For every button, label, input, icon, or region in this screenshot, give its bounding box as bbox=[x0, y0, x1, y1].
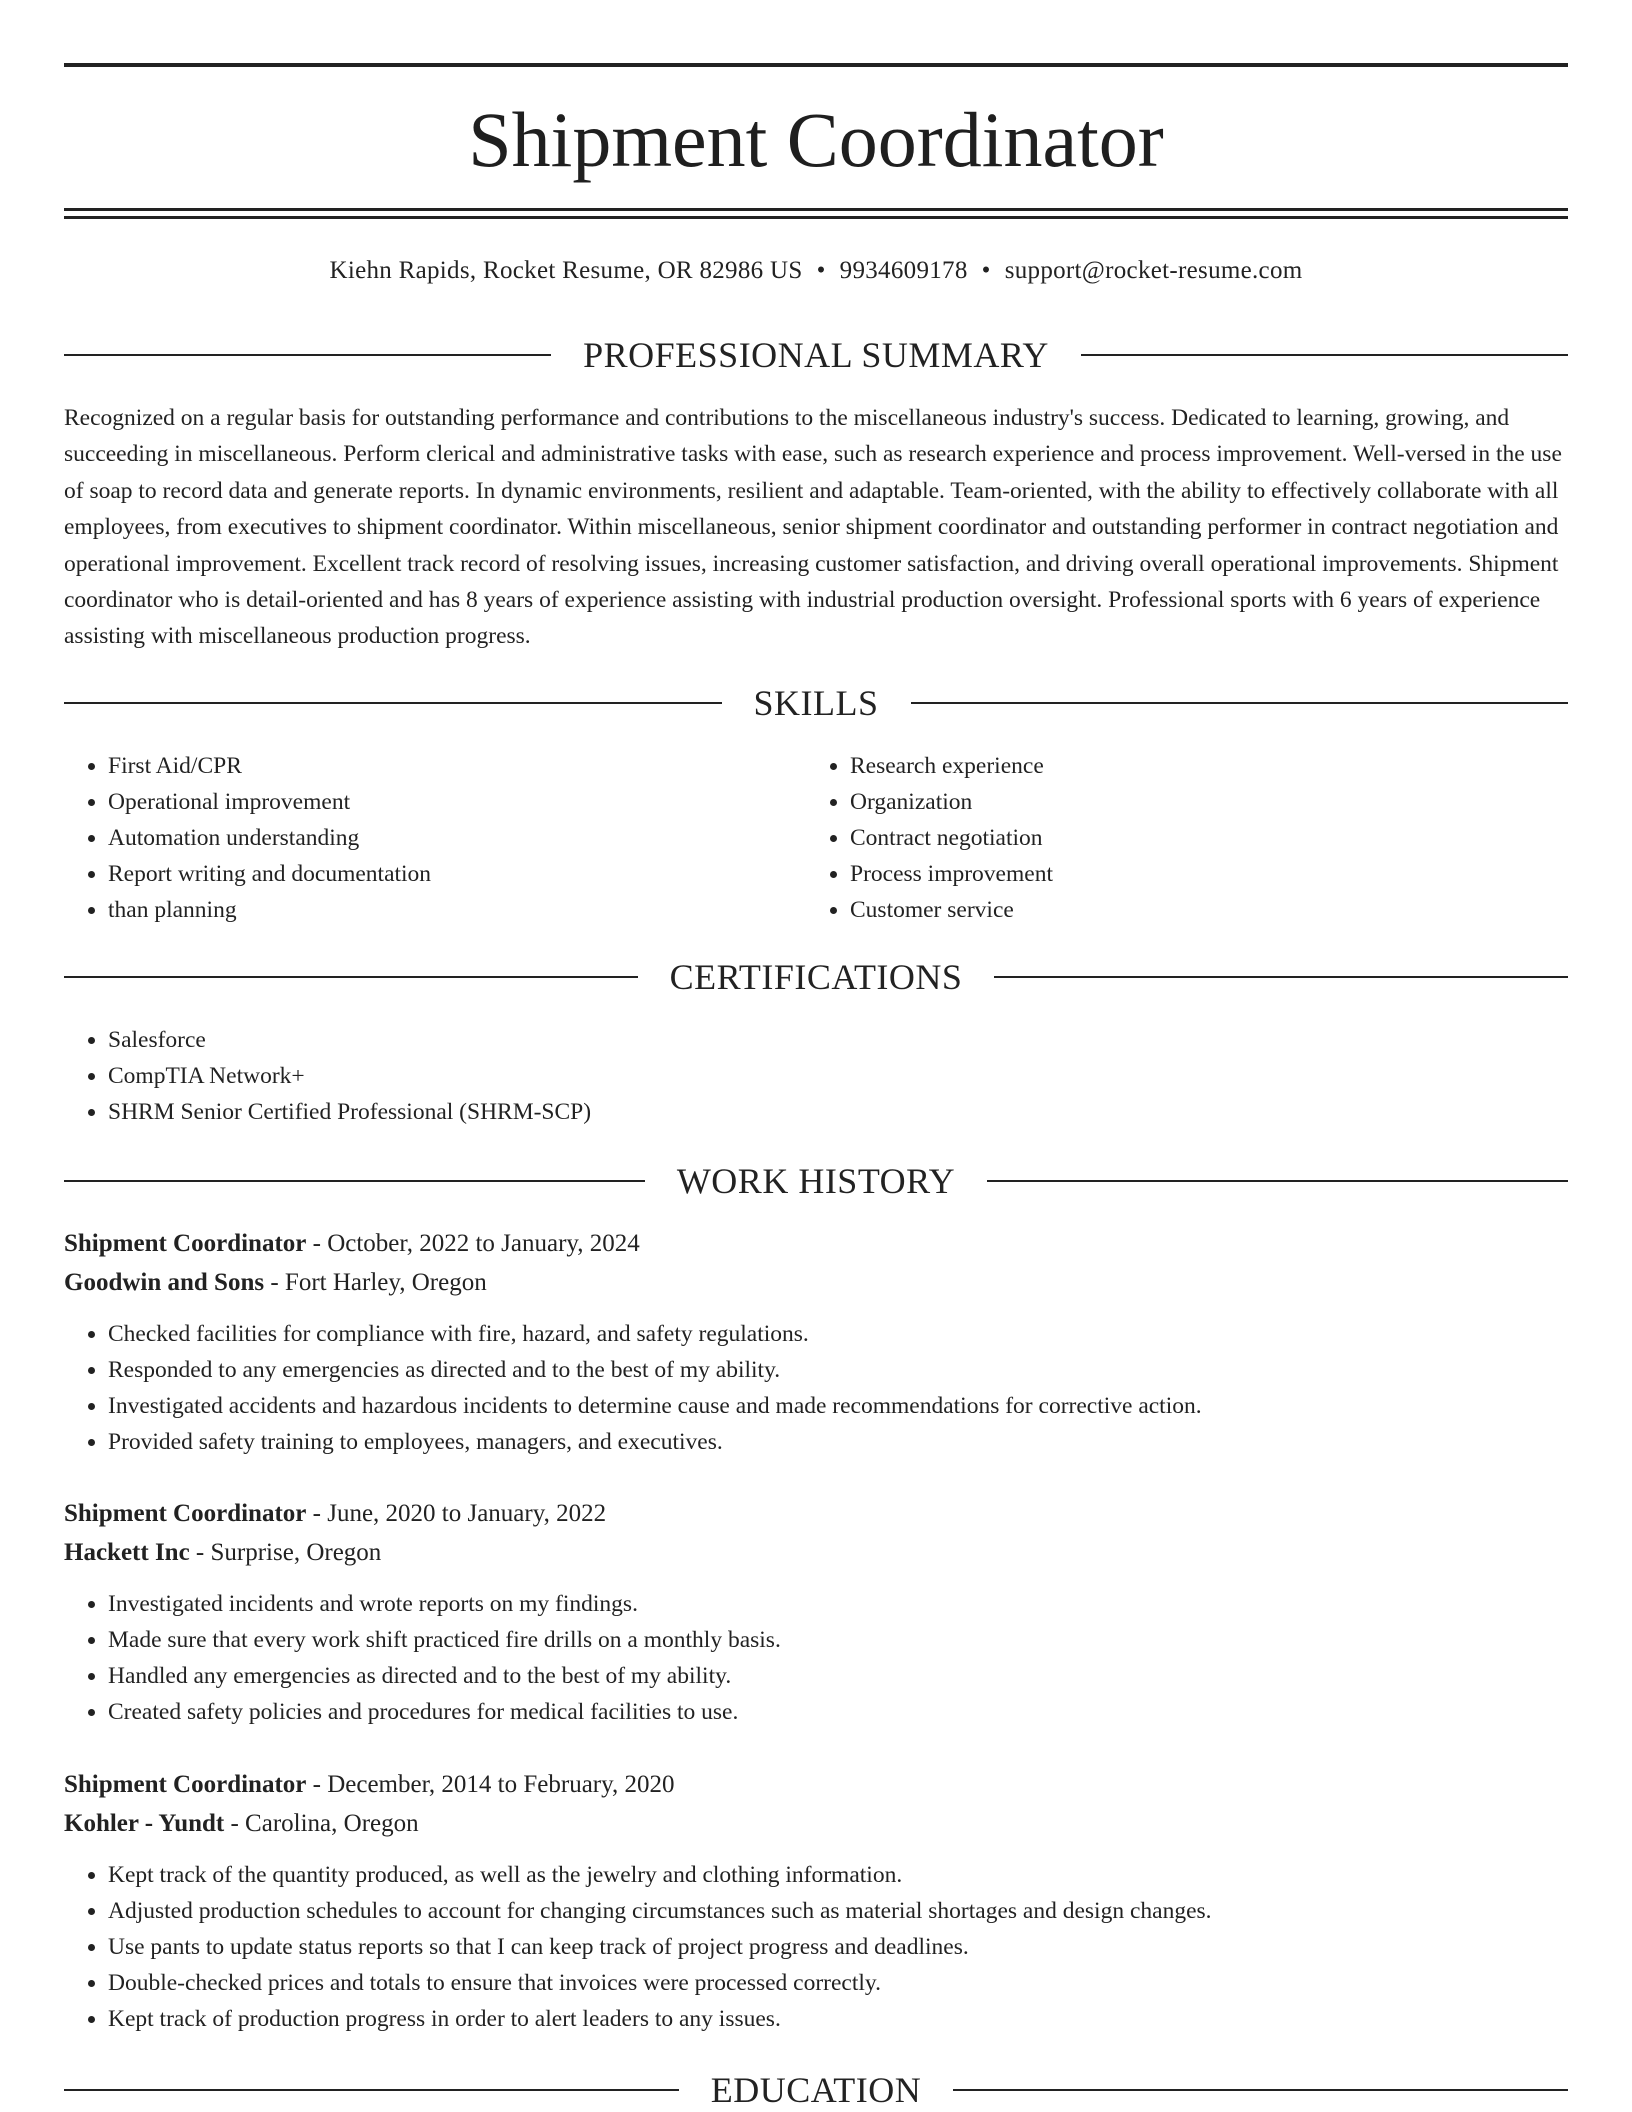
job-duty: • Created safety policies and procedures for medical facilities to use. bbox=[108, 1694, 1568, 1730]
heading-rule bbox=[64, 702, 722, 704]
skill-item: • Organization bbox=[850, 784, 1548, 820]
section-heading-skills bbox=[64, 681, 1568, 725]
job-duties bbox=[64, 1857, 1568, 2037]
skill-item: • Research experience bbox=[850, 748, 1548, 784]
heading-rule bbox=[953, 2089, 1568, 2091]
skill-item: • Contract negotiation bbox=[850, 820, 1548, 856]
section-title-summary: PROFESSIONAL SUMMARY bbox=[583, 335, 1049, 375]
heading-rule bbox=[64, 2089, 679, 2091]
skill-item: • Process improvement bbox=[850, 856, 1548, 892]
heading-rule bbox=[987, 1180, 1568, 1182]
job-company: Hackett Inc bbox=[64, 1539, 190, 1566]
section-title-skills: SKILLS bbox=[753, 683, 879, 723]
section-heading-summary bbox=[64, 333, 1568, 377]
skill-item: • than planning bbox=[108, 892, 806, 928]
skill-item: • Customer service bbox=[850, 892, 1548, 928]
skills-column-right bbox=[806, 748, 1548, 928]
job-location: - Fort Harley, Oregon bbox=[264, 1269, 487, 1296]
heading-rule bbox=[911, 702, 1569, 704]
certification-item: • SHRM Senior Certified Professional (SHRM-SCP) bbox=[108, 1094, 1568, 1130]
job-company: Kohler - Yundt bbox=[64, 1810, 225, 1837]
skill-item: • Operational improvement bbox=[108, 784, 806, 820]
title-rule-upper bbox=[64, 208, 1568, 211]
job-company: Goodwin and Sons bbox=[64, 1269, 265, 1296]
contact-address: Kiehn Rapids, Rocket Resume, OR 82986 US bbox=[329, 257, 803, 284]
certification-item: • Salesforce bbox=[108, 1022, 1568, 1058]
job-company-line bbox=[64, 1535, 1568, 1571]
job-title-line bbox=[64, 1496, 1568, 1532]
skills-column-left bbox=[64, 748, 806, 928]
contact-email: support@rocket-resume.com bbox=[1004, 257, 1303, 284]
skill-item: • First Aid/CPR bbox=[108, 748, 806, 784]
contact-separator: • bbox=[981, 257, 991, 284]
job-company-line bbox=[64, 1265, 1568, 1301]
job-duty: • Handled any emergencies as directed and to the best of my ability. bbox=[108, 1658, 1568, 1694]
contact-phone: 9934609178 bbox=[839, 257, 968, 284]
top-rule bbox=[64, 63, 1568, 67]
contact-separator: • bbox=[816, 257, 826, 284]
skills-list bbox=[64, 748, 1568, 928]
job-entry bbox=[64, 1226, 1568, 1460]
job-entry bbox=[64, 1767, 1568, 2037]
section-title-work-history: WORK HISTORY bbox=[676, 1161, 956, 1201]
summary-text: Recognized on a regular basis for outstanding performance and contributions to the miscellaneous industry's success. Dedicated to learning, growing, and succeeding in miscellaneous. Perform clerical and administrative tasks with ease, such as research experience and process improvement. Well-versed in the use of soap to record data and generate reports. In dynamic environments, resilient and adaptable. Team-oriented, with the ability to effectively collaborate with all employees, from executives to shipment coordinator. Within miscellaneous, senior shipment coordinator and outstanding performer in contract negotiation and operational improvement. Excellent track record of resolving issues, increasing customer satisfaction, and driving overall operational improvements. Shipment coordinator who is detail-oriented and has 8 years of experience assisting with industrial production oversight. Professional sports with 6 years of experience assisting with miscellaneous production progress. bbox=[64, 405, 1562, 650]
job-duty: • Provided safety training to employees, managers, and executives. bbox=[108, 1424, 1568, 1460]
job-duty: • Kept track of the quantity produced, as well as the jewelry and clothing information. bbox=[108, 1857, 1568, 1893]
resume-title: Shipment Coordinator bbox=[468, 96, 1164, 183]
job-dates: - October, 2022 to January, 2024 bbox=[306, 1230, 640, 1257]
skill-item: • Automation understanding bbox=[108, 820, 806, 856]
heading-rule bbox=[64, 354, 551, 356]
job-entry bbox=[64, 1496, 1568, 1730]
job-duty: • Investigated incidents and wrote reports on my findings. bbox=[108, 1586, 1568, 1622]
job-duty: • Double-checked prices and totals to ensure that invoices were processed correctly. bbox=[108, 1965, 1568, 2001]
section-title-education: EDUCATION bbox=[710, 2070, 922, 2110]
job-title: Shipment Coordinator bbox=[64, 1500, 307, 1527]
job-duty: • Made sure that every work shift practiced fire drills on a monthly basis. bbox=[108, 1622, 1568, 1658]
heading-rule bbox=[1081, 354, 1568, 356]
job-duties bbox=[64, 1586, 1568, 1730]
job-title: Shipment Coordinator bbox=[64, 1771, 307, 1798]
heading-rule bbox=[994, 976, 1568, 978]
job-duty: • Investigated accidents and hazardous incidents to determine cause and made recommendations for corrective action. bbox=[108, 1388, 1568, 1424]
job-duty: • Kept track of production progress in order to alert leaders to any issues. bbox=[108, 2001, 1568, 2037]
skill-item: • Report writing and documentation bbox=[108, 856, 806, 892]
heading-rule bbox=[64, 1180, 645, 1182]
job-company-line bbox=[64, 1806, 1568, 1842]
section-title-certifications: CERTIFICATIONS bbox=[669, 957, 963, 997]
section-heading-education bbox=[64, 2068, 1568, 2112]
job-duty: • Checked facilities for compliance with fire, hazard, and safety regulations. bbox=[108, 1316, 1568, 1352]
job-duty: • Responded to any emergencies as directed and to the best of my ability. bbox=[108, 1352, 1568, 1388]
job-title: Shipment Coordinator bbox=[64, 1230, 307, 1257]
job-duty: • Use pants to update status reports so that I can keep track of project progress and deadlines. bbox=[108, 1929, 1568, 1965]
job-dates: - June, 2020 to January, 2022 bbox=[306, 1500, 607, 1527]
job-duty: • Adjusted production schedules to account for changing circumstances such as material shortages and design changes. bbox=[108, 1893, 1568, 1929]
job-title-line bbox=[64, 1767, 1568, 1803]
certifications-list bbox=[64, 1022, 1568, 1130]
title-rule-lower bbox=[64, 216, 1568, 219]
section-heading-certifications bbox=[64, 955, 1568, 999]
contact-line bbox=[64, 255, 1568, 287]
job-location: - Surprise, Oregon bbox=[189, 1539, 382, 1566]
heading-rule bbox=[64, 976, 638, 978]
job-dates: - December, 2014 to February, 2020 bbox=[306, 1771, 675, 1798]
section-heading-work-history bbox=[64, 1159, 1568, 1203]
certification-item: • CompTIA Network+ bbox=[108, 1058, 1568, 1094]
job-title-line bbox=[64, 1226, 1568, 1262]
job-duties bbox=[64, 1316, 1568, 1460]
job-location: - Carolina, Oregon bbox=[224, 1810, 419, 1837]
